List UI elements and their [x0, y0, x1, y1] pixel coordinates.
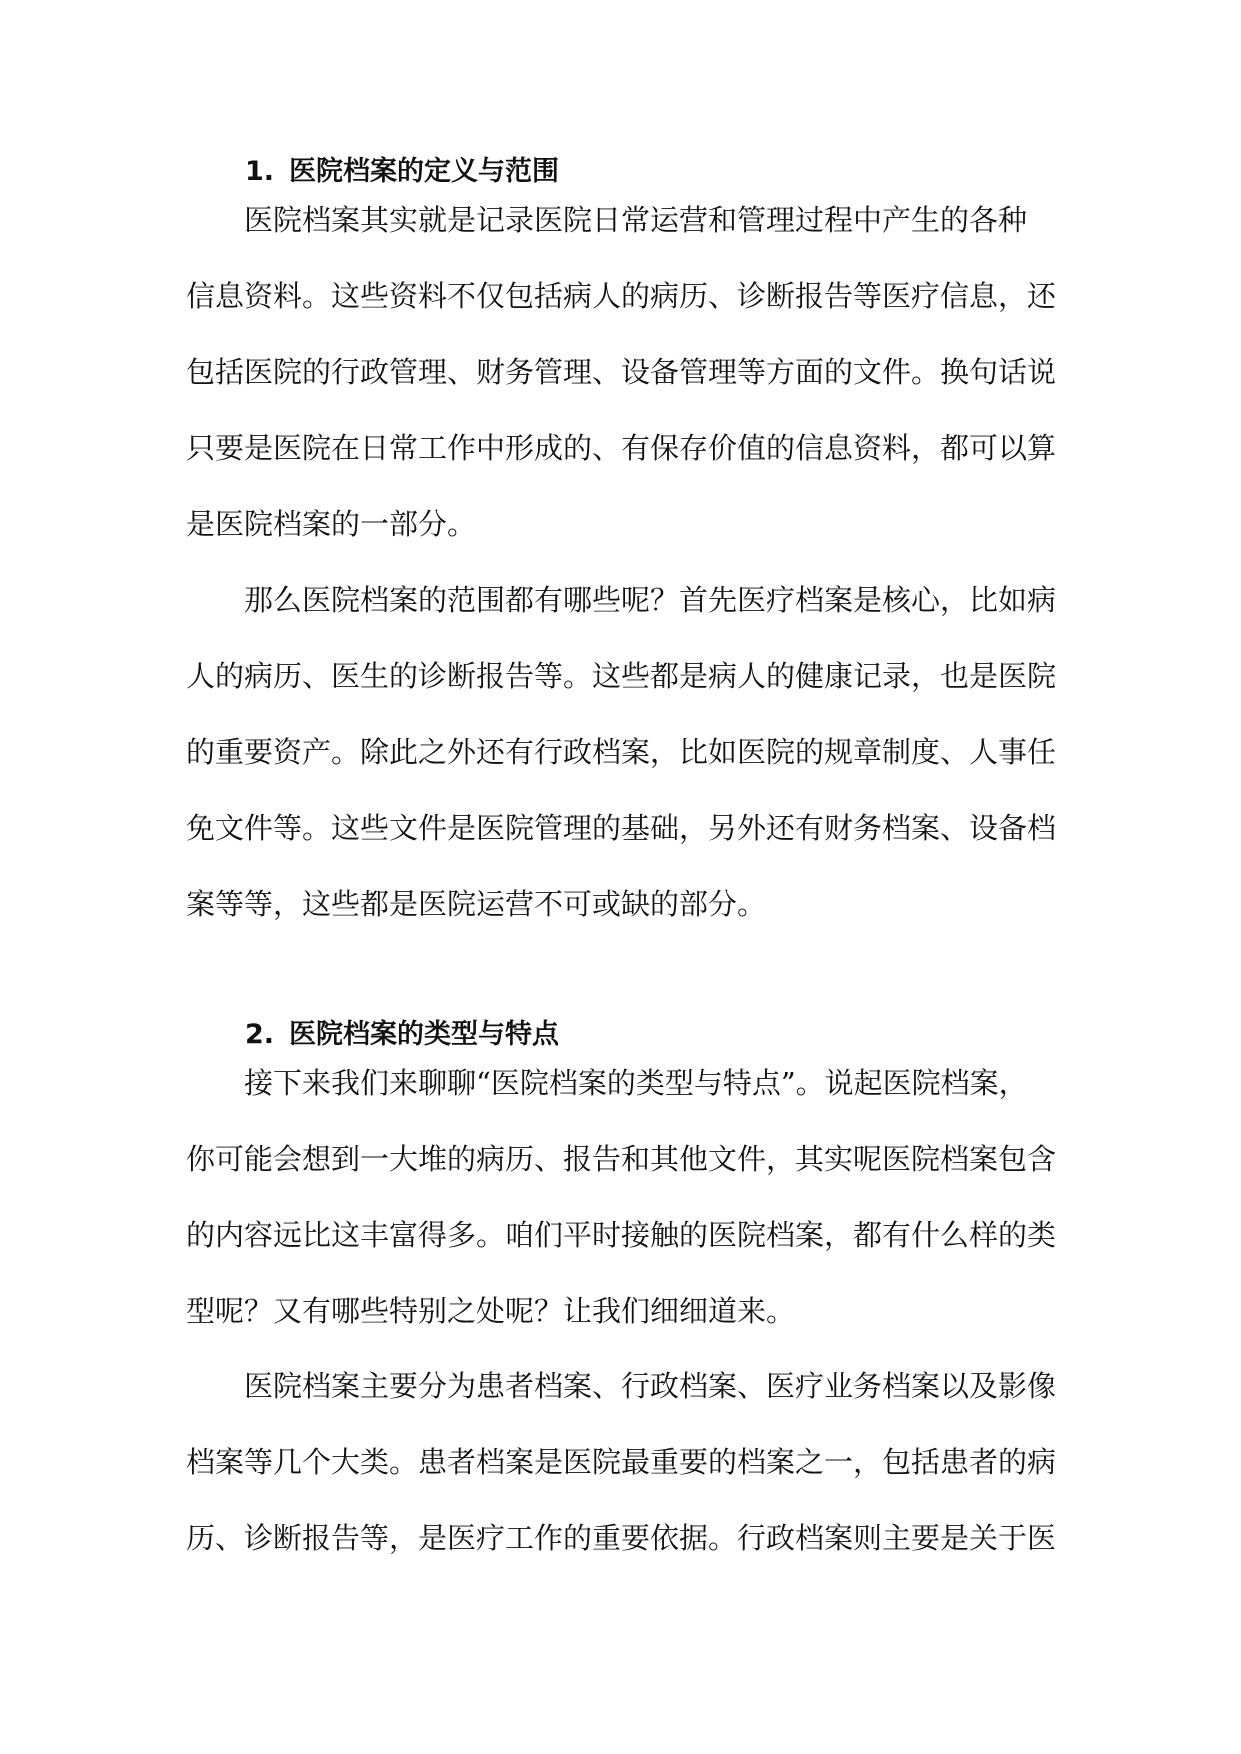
text-line: 档案等几个大类。患者档案是医院最重要的档案之一，包括患者的病	[186, 1445, 1057, 1479]
text-line: 医院档案主要分为患者档案、行政档案、医疗业务档案以及影像	[244, 1369, 1057, 1403]
text-line: 免文件等。这些文件是医院管理的基础，另外还有财务档案、设备档	[186, 811, 1057, 845]
text-line: 信息资料。这些资料不仅包括病人的病历、诊断报告等医疗信息，还	[186, 279, 1057, 313]
text-line: 的内容远比这丰富得多。咱们平时接触的医院档案，都有什么样的类	[186, 1218, 1057, 1252]
section-1-title: 医院档案的定义与范围	[289, 156, 559, 187]
text-line: 是医院档案的一部分。	[186, 507, 477, 541]
section-2-number: 2.	[245, 1019, 275, 1050]
text-line: 你可能会想到一大堆的病历、报告和其他文件，其实呢医院档案包含	[186, 1142, 1057, 1176]
text-line: 医院档案其实就是记录医院日常运营和管理过程中产生的各种	[244, 203, 1028, 237]
section-1-number: 1.	[245, 156, 275, 187]
text-line: 案等等，这些都是医院运营不可或缺的部分。	[186, 887, 767, 921]
section-1-paragraph-2	[186, 562, 1062, 942]
text-line: 那么医院档案的范围都有哪些呢？首先医疗档案是核心，比如病	[244, 583, 1057, 617]
section-2-title: 医院档案的类型与特点	[289, 1019, 559, 1050]
text-line: 人的病历、医生的诊断报告等。这些都是病人的健康记录，也是医院	[186, 659, 1057, 693]
text-line: 接下来我们来聊聊“医院档案的类型与特点”。说起医院档案，	[244, 1066, 1028, 1100]
section-2-paragraph-2	[186, 1348, 1062, 1576]
text-line: 包括医院的行政管理、财务管理、设备管理等方面的文件。换句话说	[186, 355, 1057, 389]
section-2-paragraph-1	[186, 1045, 1062, 1349]
section-1-paragraph-1	[186, 182, 1062, 562]
text-line: 只要是医院在日常工作中形成的、有保存价值的信息资料，都可以算	[186, 431, 1057, 465]
text-line: 的重要资产。除此之外还有行政档案，比如医院的规章制度、人事任	[186, 735, 1057, 769]
text-line: 历、诊断报告等，是医疗工作的重要依据。行政档案则主要是关于医	[186, 1521, 1057, 1555]
text-line: 型呢？又有哪些特别之处呢？让我们细细道来。	[186, 1294, 796, 1328]
